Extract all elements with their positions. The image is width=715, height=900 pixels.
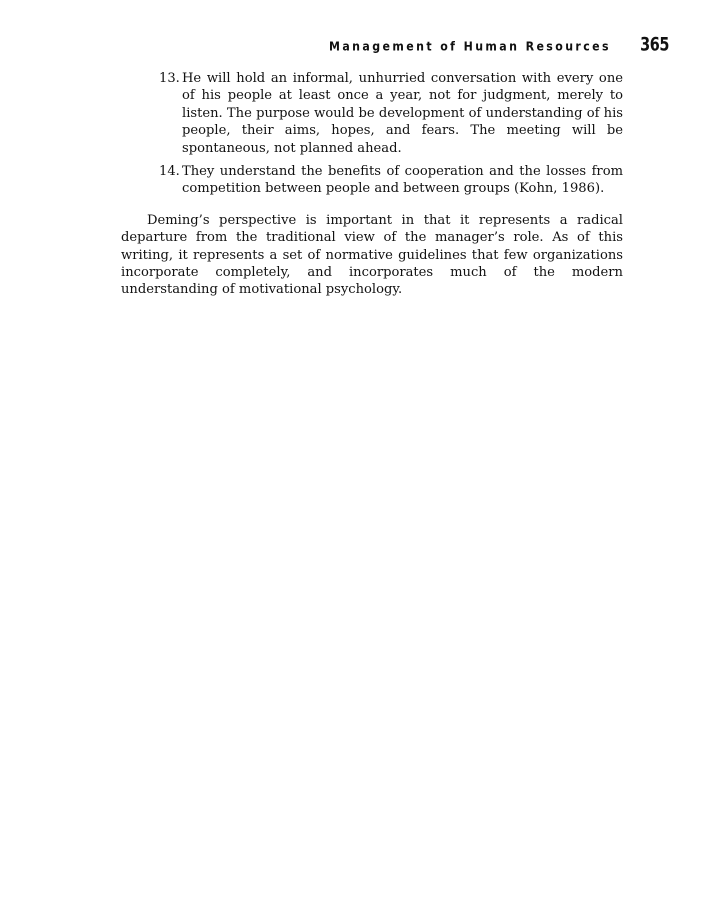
list-item-text: They understand the benefits of cooperation and the losses from competition between people and between groups (Kohn, 1986). <box>182 164 623 197</box>
running-head <box>0 36 669 58</box>
page-body <box>121 70 623 312</box>
list-item <box>121 163 623 198</box>
list-item-text: He will hold an informal, unhurried conversation with every one of his people at least once a year, not for judgment, merely to listen. The purpose would be development of understanding of his people, their aims, hopes, and fears. The meeting will be spontaneous, not planned ahead. <box>182 71 623 156</box>
list-item <box>121 70 623 157</box>
running-title: Management of Human Resources <box>329 39 611 54</box>
list-item-number: 14. <box>159 164 180 180</box>
body-paragraph: Deming’s perspective is important in that it represents a radical departure from the traditional view of the manager’s role. As of this writing, it represents a set of normative guidelines that few organizations incorporate completely, and incorporates much of the modern understanding of motivational psychology. <box>121 212 623 298</box>
page-number: 365 <box>640 34 669 56</box>
list-item-number: 13. <box>159 71 180 86</box>
